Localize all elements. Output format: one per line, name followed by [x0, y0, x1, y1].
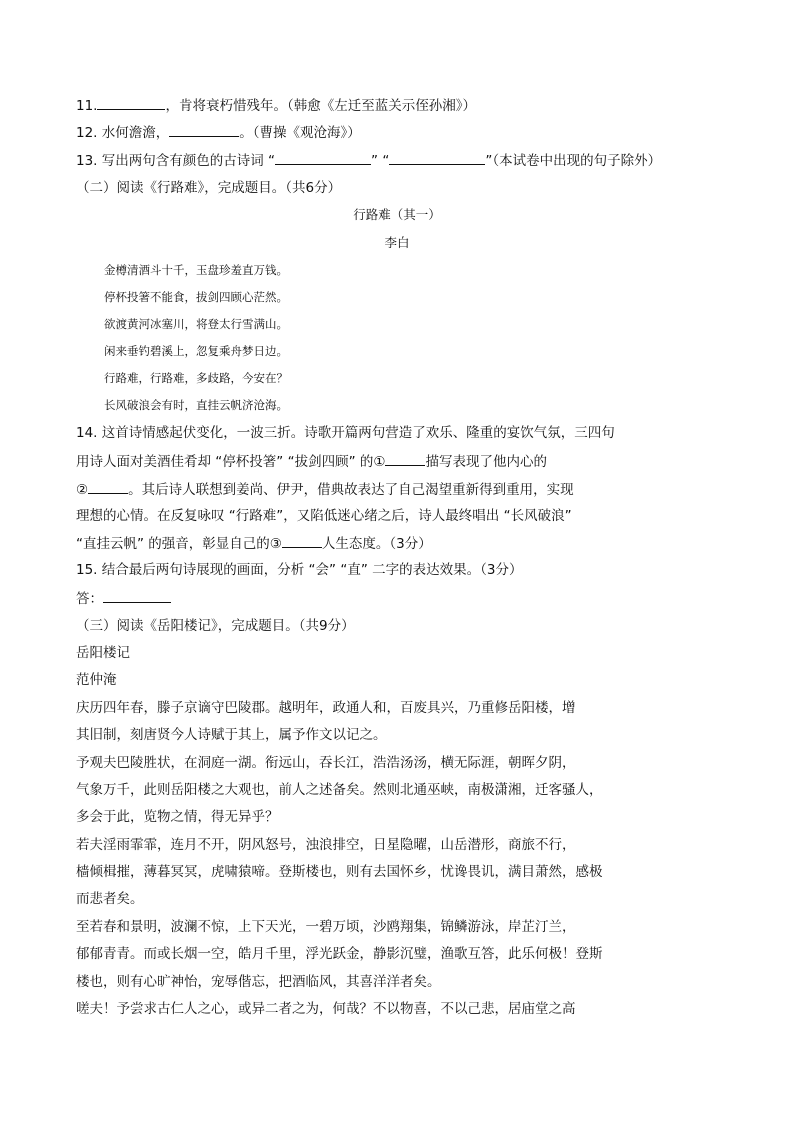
q15-answer-blank[interactable]	[103, 589, 171, 603]
q12-blank[interactable]	[169, 123, 239, 137]
essay-line: 嗟夫！予尝求古仁人之心，或异二者之为，何哉？不以物喜，不以己悲，居庙堂之高	[76, 1001, 576, 1017]
essay-title: 岳阳楼记	[76, 645, 130, 661]
essay-line: 而悲者矣。	[76, 891, 144, 907]
essay-line: 庆历四年春，滕子京谪守巴陵郡。越明年，政通人和，百废具兴，乃重修岳阳楼，增	[76, 700, 576, 716]
q14-line-3-text: 。其后诗人联想到姜尚、伊尹，借典故表达了自己渴望重新得到重用，实现	[128, 482, 574, 498]
essay-line: 其旧制，刻唐贤今人诗赋于其上，属予作文以记之。	[76, 727, 387, 743]
essay-line: 气象万千，此则岳阳楼之大观也，前人之述备矣。然则北通巫峡，南极潇湘，迁客骚人，	[76, 782, 603, 798]
question-13	[76, 151, 661, 170]
q14-line-4: 理想的心情。在反复咏叹 “行路难”，又陷低迷心绪之后，诗人最终唱出 “长风破浪”	[76, 508, 572, 524]
essay-line: 至若春和景明，波澜不惊，上下天光，一碧万顷，沙鸥翔集，锦鳞游泳，岸芷汀兰，	[76, 919, 576, 935]
q14-line-2-tail: 描写表现了他内心的	[425, 454, 547, 470]
section-2-heading: （二）阅读《行路难》，完成题目。（共6分）	[76, 180, 342, 196]
q13-mid: ” “	[371, 153, 390, 169]
q14-line-1: 14. 这首诗情感起伏变化，一波三折。诗歌开篇两句营造了欢乐、隆重的宴饮气氛，三四句	[76, 425, 615, 441]
poem-title: 行路难（其一）	[353, 207, 441, 222]
q13-tail: ”（本试卷中出现的句子除外）	[485, 153, 662, 169]
q13-blank-2[interactable]	[389, 151, 485, 165]
q14-blank-3[interactable]	[282, 534, 322, 548]
poem-line: 停杯投箸不能食，拔剑四顾心茫然。	[104, 290, 288, 304]
q12-tail: 。（曹操《观沧海》）	[239, 125, 361, 141]
essay-line: 楼也，则有心旷神怡，宠辱偕忘，把酒临风，其喜洋洋者矣。	[76, 974, 441, 990]
q14-line-5	[76, 534, 432, 553]
q11-blank[interactable]	[97, 96, 165, 110]
q14-line-2	[76, 452, 547, 471]
q13-text: 13. 写出两句含有颜色的古诗词 “	[76, 153, 276, 169]
poem-author: 李白	[384, 235, 410, 250]
poem-line: 行路难，行路难，多歧路，今安在？	[104, 371, 288, 385]
poem-line: 欲渡黄河冰塞川，将登太行雪满山。	[104, 317, 288, 331]
poem-line: 闲来垂钓碧溪上，忽复乘舟梦日边。	[104, 344, 288, 358]
q14-line-2-text: 用诗人面对美酒佳肴却 “停杯投箸” “拔剑四顾” 的①	[76, 454, 386, 470]
q14-line-5-tail: 人生态度。（3分）	[321, 536, 432, 552]
q14-blank-1[interactable]	[385, 452, 425, 466]
q14-line-3	[76, 480, 574, 499]
q14-line-3-marker: ②	[76, 482, 89, 498]
essay-author: 范仲淹	[76, 672, 117, 688]
q15-answer	[76, 589, 171, 608]
q12-text: 12. 水何澹澹，	[76, 125, 170, 141]
q14-line-5-text: “直挂云帆” 的强音，彰显自己的③	[76, 536, 282, 552]
question-15: 15. 结合最后两句诗展现的画面，分析 “会” “直” 二字的表达效果。（3分）	[76, 562, 523, 578]
essay-line: 郁郁青青。而或长烟一空，皓月千里，浮光跃金，静影沉璧，渔歌互答，此乐何极！登斯	[76, 946, 603, 962]
essay-line: 予观夫巴陵胜状，在洞庭一湖。衔远山，吞长江，浩浩汤汤，横无际涯，朝晖夕阴，	[76, 755, 576, 771]
q15-answer-label: 答：	[76, 591, 103, 607]
q14-blank-2[interactable]	[88, 480, 128, 494]
essay-line: 若夫淫雨霏霏，连月不开，阴风怒号，浊浪排空，日星隐曜，山岳潜形，商旅不行，	[76, 837, 576, 853]
essay-line: 樯倾楫摧，薄暮冥冥，虎啸猿啼。登斯楼也，则有去国怀乡，忧谗畏讥，满目萧然，感极	[76, 864, 603, 880]
q11-text: ，肯将衰朽惜残年。（韩愈《左迁至蓝关示侄孙湘》）	[165, 98, 476, 114]
question-11	[76, 96, 476, 115]
poem-line: 长风破浪会有时，直挂云帆济沧海。	[104, 398, 288, 412]
q13-blank-1[interactable]	[275, 151, 371, 165]
section-3-heading: （三）阅读《岳阳楼记》，完成题目。（共9分）	[76, 618, 355, 634]
question-12	[76, 123, 361, 142]
poem-line: 金樽清酒斗十千，玉盘珍羞直万钱。	[104, 263, 288, 277]
q11-number: 11.	[76, 98, 98, 114]
essay-line: 多会于此，览物之情，得无异乎？	[76, 809, 279, 825]
